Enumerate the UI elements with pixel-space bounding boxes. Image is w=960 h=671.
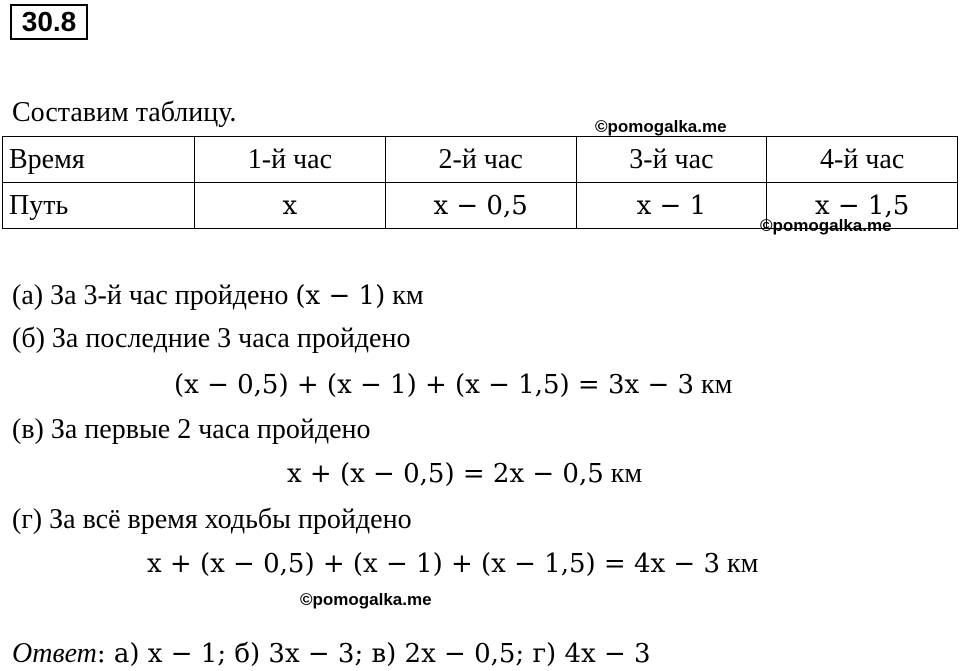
table-cell: x − 1,5 [767, 183, 958, 229]
item-g-expr: x + (x − 0,5) + (x − 1) + (x − 1,5) = 4x − 3 [147, 549, 721, 579]
item-g-unit: км [727, 548, 759, 579]
item-a-label: (а) За 3-й час пройдено [12, 280, 289, 311]
answer-word: Ответ [12, 638, 97, 669]
watermark-table: ©pomogalka.me [760, 216, 892, 235]
table-cell: 2-й час [385, 137, 576, 183]
table-cell: x − 1 [576, 183, 767, 229]
item-a-expr: (x − 1) [295, 281, 386, 311]
table-cell: x [195, 183, 386, 229]
table-cell: 1-й час [195, 137, 386, 183]
task-number: 30.8 [10, 4, 88, 40]
item-g-label: (г) За всё время ходьбы пройдено [12, 504, 412, 535]
answer-text: : а) x − 1; б) 3x − 3; в) 2x − 0,5; г) 4x − 3 [96, 639, 651, 669]
table-cell: Путь [3, 183, 195, 229]
item-b-unit: км [701, 369, 733, 400]
item-v-unit: км [610, 458, 643, 489]
item-g-formula [147, 547, 758, 581]
item-b-expr: (x − 0,5) + (x − 1) + (x − 1,5) = 3x − 3 [174, 370, 695, 400]
table-cell: 3-й час [576, 137, 767, 183]
item-b-label: (б) За последние 3 часа пройдено [12, 323, 411, 354]
watermark-bottom: ©pomogalka.me [300, 590, 432, 609]
table-cell: 4-й час [767, 137, 958, 183]
intro-text: Составим таблицу. [12, 97, 237, 128]
watermark-top: ©pomogalka.me [595, 117, 727, 136]
item-v-expr: x + (x − 0,5) = 2x − 0,5 [287, 459, 604, 489]
answer-line [12, 637, 651, 671]
table-cell: Время [3, 137, 195, 183]
item-a-unit: км [392, 280, 424, 311]
table-cell: x − 0,5 [385, 183, 576, 229]
item-a [12, 279, 424, 313]
item-v-label: (в) За первые 2 часа пройдено [12, 414, 371, 445]
item-v-formula [287, 457, 642, 491]
item-b-formula [174, 368, 732, 402]
table-row-header [3, 137, 958, 183]
